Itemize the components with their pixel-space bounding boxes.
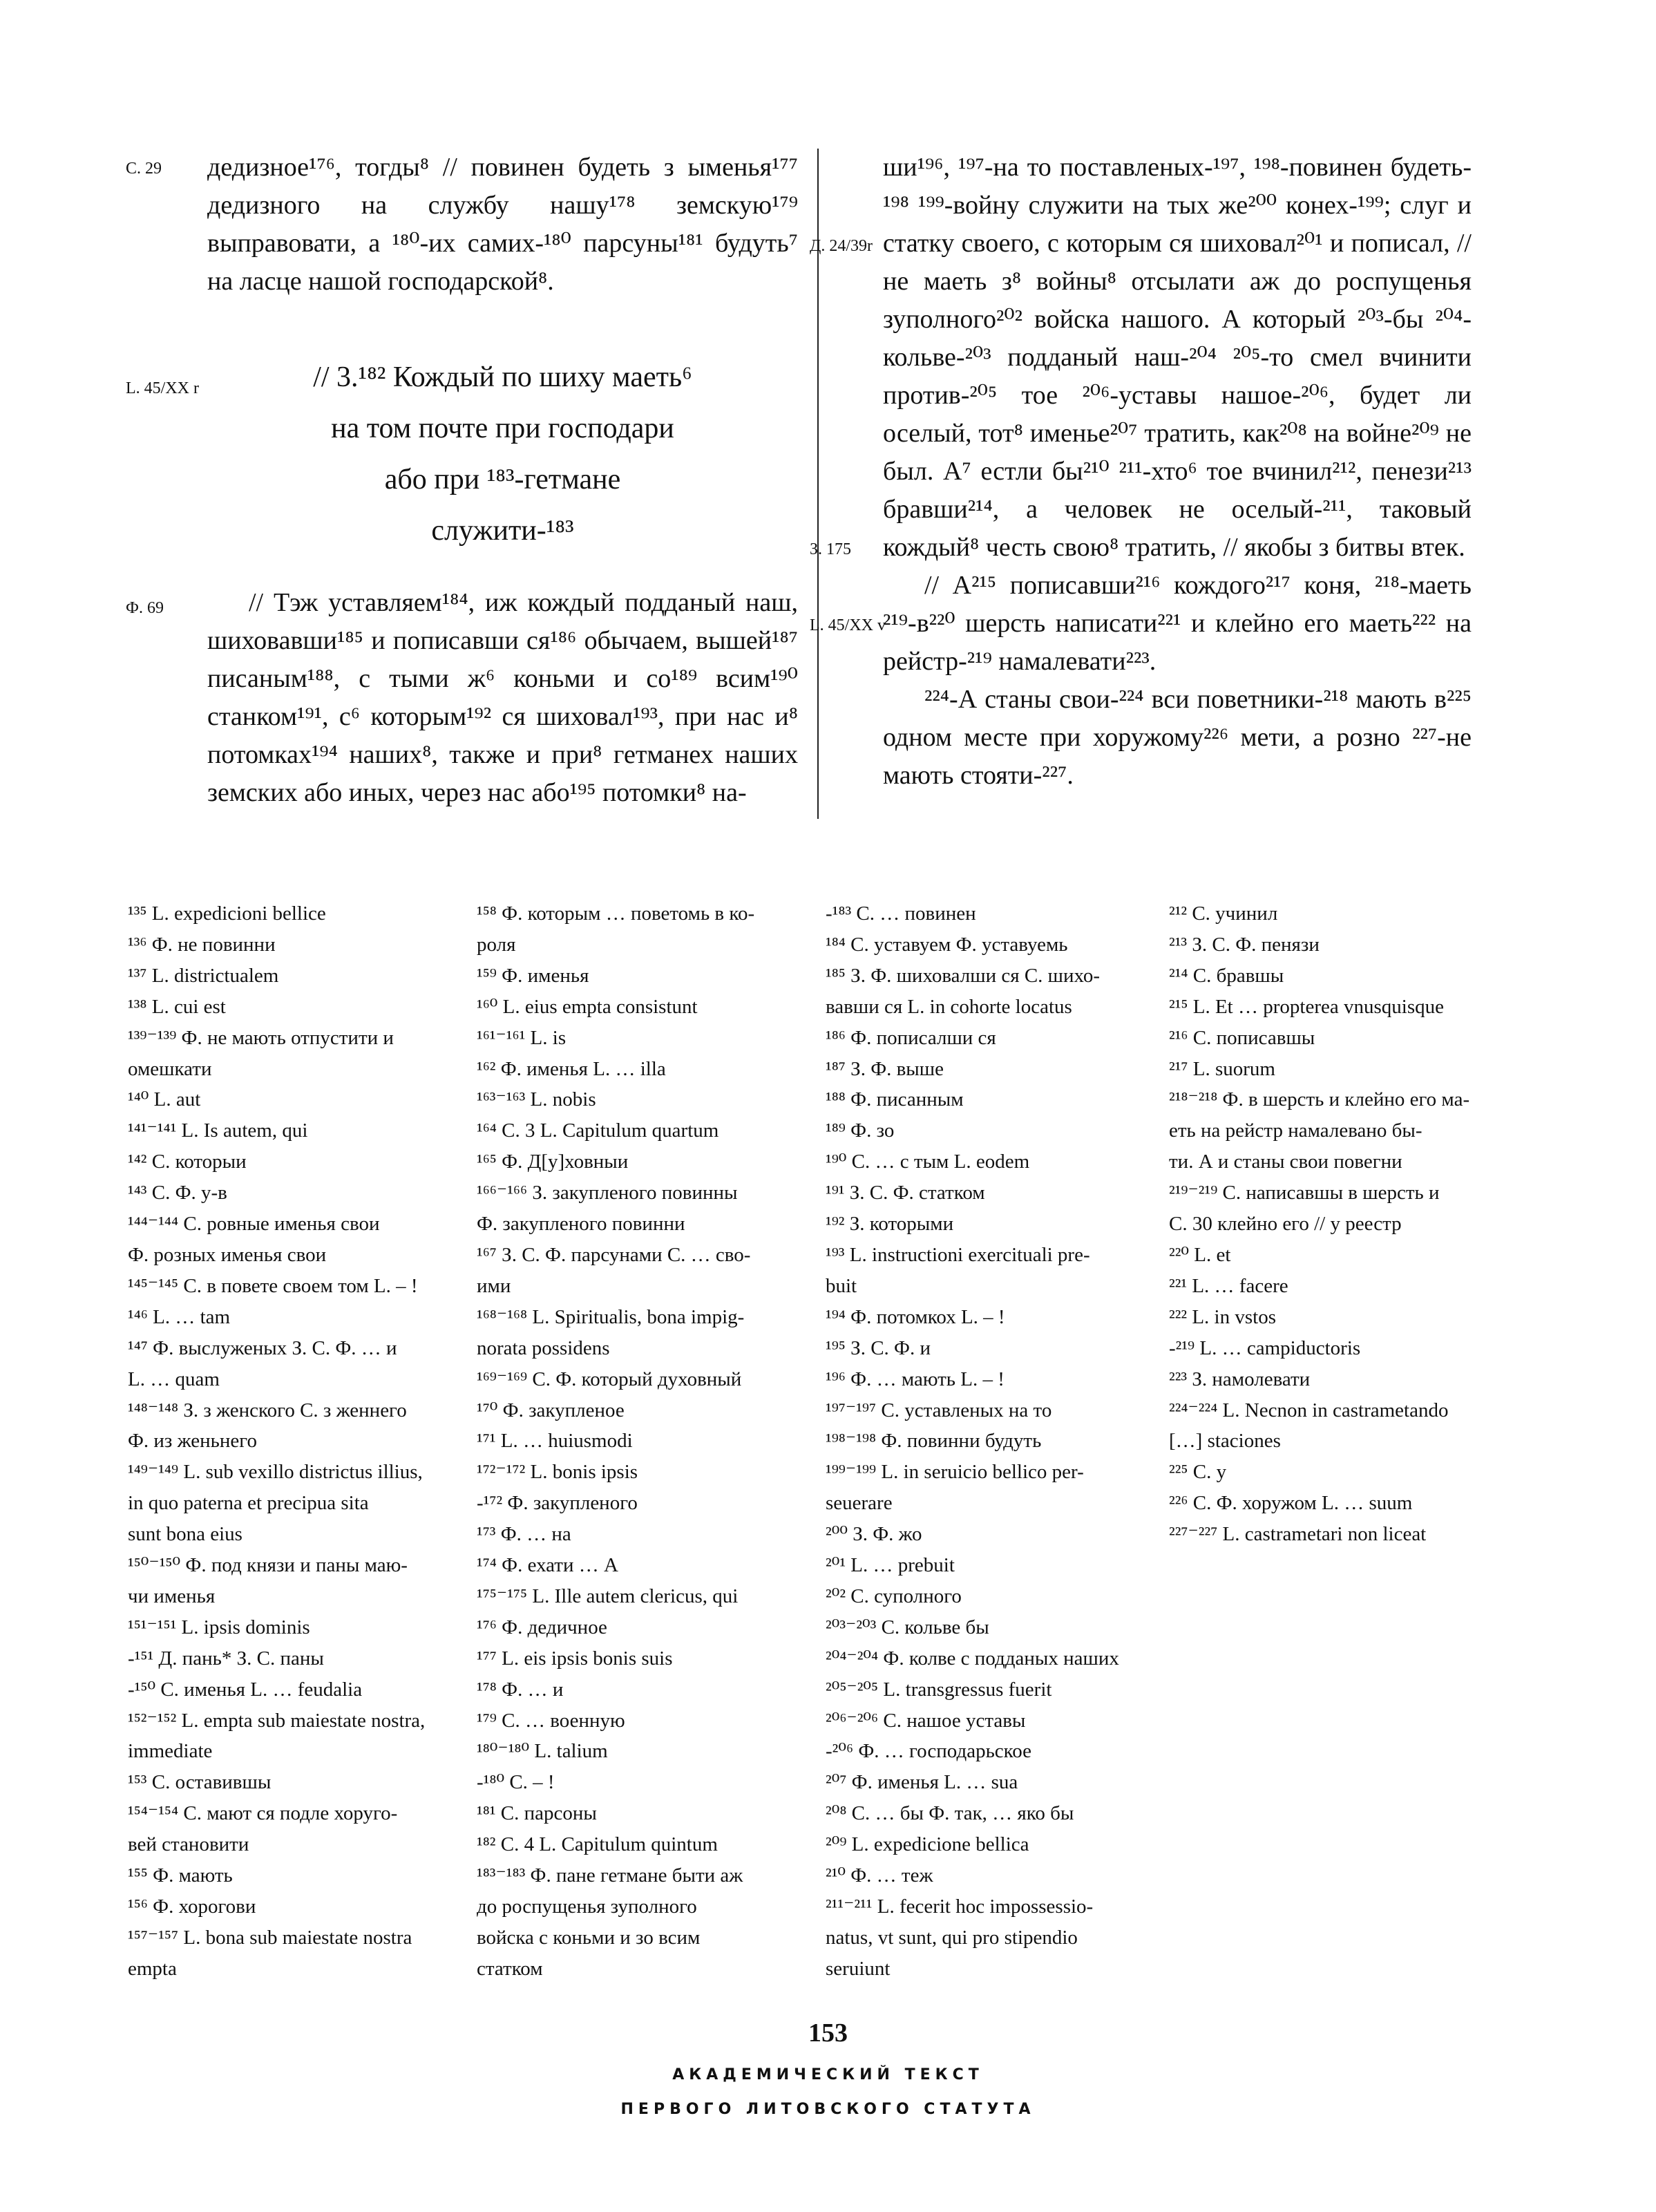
footnote-line: ¹⁶⁴ С. 3 L. Capitulum quartum xyxy=(477,1119,719,1142)
footnote-line: buit xyxy=(826,1274,857,1297)
footnote-line: ¹⁵³ С. оставившы xyxy=(128,1771,272,1794)
footnote-line: ²²⁵ С. у xyxy=(1169,1461,1227,1484)
footnote-line: ¹⁷²⁻¹⁷² L. bonis ipsis xyxy=(477,1461,638,1484)
footnote-line: ²⁰⁸ С. … бы Ф. так, … яко бы xyxy=(826,1802,1074,1825)
footnote-line: ¹⁸⁰⁻¹⁸⁰ L. talium xyxy=(477,1740,608,1763)
margin-reference: С. 29 xyxy=(126,160,162,178)
footnote-line: Ф. из женьнего xyxy=(128,1430,257,1453)
footnote-line: ¹⁴³ С. Ф. у-в xyxy=(128,1182,227,1204)
footnote-line: ¹⁵⁷⁻¹⁵⁷ L. bona sub maiestate nostra xyxy=(128,1926,412,1949)
margin-reference: L. 45/XX r xyxy=(126,379,199,397)
footnote-line: ¹⁹⁷⁻¹⁹⁷ С. уставленых на то xyxy=(826,1399,1052,1421)
footnote-line: […] staciones xyxy=(1169,1430,1281,1453)
footnote-line: ²²³ З. намолевати xyxy=(1169,1368,1311,1390)
footnote-line: ²⁰⁰ З. Ф. жо xyxy=(826,1523,922,1546)
footnote-line: ¹⁸³⁻¹⁸³ Ф. пане гетмане быти аж xyxy=(477,1864,743,1887)
footnote-line: Ф. розных именья свои xyxy=(128,1243,327,1266)
article-heading xyxy=(207,352,798,556)
paragraph: // А²¹⁵ пописавши²¹⁶ кождого²¹⁷ коня, ²¹⁸-маеть ²¹⁹-в²²⁰ шерсть написати²²¹ и клейно его маеть²²² на рейстр-²¹⁹ намалевати²²³. xyxy=(883,571,1472,676)
footnote-line: ¹⁶⁵ Ф. Д[у]ховныи xyxy=(477,1151,629,1173)
paragraph: ²²⁴-А станы свои-²²⁴ вси поветники-²¹⁸ мають в²²⁵ одном месте при хоружому²²⁶ мети, а розно ²²⁷-не мають стояти-²²⁷. xyxy=(883,685,1472,790)
footnote-line: ¹⁷⁰ Ф. закупленое xyxy=(477,1399,625,1421)
footnote-line: -¹⁵⁰ С. именья L. … feudalia xyxy=(128,1678,363,1701)
footnote-line: ¹³⁶ Ф. не повинни xyxy=(128,933,276,956)
footnote-line: ¹⁷⁹ С. … военную xyxy=(477,1709,625,1732)
footnote-line: ²⁰⁹ L. expedicione bellica xyxy=(826,1833,1029,1856)
footnote-line: роля xyxy=(477,933,516,956)
footnote-line: ²⁰³⁻²⁰³ С. кольве бы xyxy=(826,1616,989,1638)
footnote-line: ¹⁶² Ф. именья L. … illa xyxy=(477,1057,666,1080)
footnote-line: ¹⁹¹ З. С. Ф. статком xyxy=(826,1182,985,1204)
margin-reference: L. 45/XX v xyxy=(810,616,886,634)
margin-reference: Д. 24/39r xyxy=(810,237,873,255)
footnote-line: ²²⁰ L. et xyxy=(1169,1243,1231,1266)
footnote-line: immediate xyxy=(128,1740,213,1763)
footnote-line: ¹⁸⁶ Ф. пописалши ся xyxy=(826,1026,996,1049)
page-number: 153 xyxy=(808,2019,848,2048)
heading-line: на том почте при господари xyxy=(331,413,674,444)
heading-line: // 3.¹⁸² Кождый по шиху маеть⁶ xyxy=(313,361,692,393)
footnote-line: ¹⁴⁷ Ф. выслуженых З. С. Ф. … и xyxy=(128,1336,397,1359)
footnote-line: ²¹⁷ L. suorum xyxy=(1169,1057,1275,1080)
footnote-line: ²¹³ З. С. Ф. пенязи xyxy=(1169,933,1320,956)
footnote-line: ¹⁷⁸ Ф. … и xyxy=(477,1678,564,1701)
footnote-line: ¹⁶⁶⁻¹⁶⁶ З. закупленого повинны xyxy=(477,1182,738,1204)
footnote-line: ¹⁵¹⁻¹⁵¹ L. ipsis dominis xyxy=(128,1616,310,1638)
footnote-line: ¹⁵⁸ Ф. которым … поветомь в ко- xyxy=(477,902,755,925)
footnote-line: ²²¹ L. … facere xyxy=(1169,1274,1288,1297)
footnote-line: -¹⁸⁰ С. – ! xyxy=(477,1771,555,1794)
footnote-line: еть на рейстр намалевано бы- xyxy=(1169,1119,1422,1142)
footnote-line: ²⁰² С. суполного xyxy=(826,1585,962,1607)
footnote-line: ¹⁷⁶ Ф. дедичное xyxy=(477,1616,607,1638)
footnote-line: Ф. закупленого повинни xyxy=(477,1213,685,1236)
margin-reference: З. 175 xyxy=(810,540,852,558)
footnote-line: ²¹⁸⁻²¹⁸ Ф. в шерсть и клейно его ма- xyxy=(1169,1088,1470,1111)
footnote-line: ¹⁷⁵⁻¹⁷⁵ L. Ille autem clericus, qui xyxy=(477,1585,739,1607)
running-footer-line: АКАДЕМИЧЕСКИЙ ТЕКСТ xyxy=(672,2066,984,2083)
heading-line: служити-¹⁸³ xyxy=(431,515,574,547)
footnote-line: ¹⁴⁸⁻¹⁴⁸ З. з женского С. з женнего xyxy=(128,1399,407,1421)
footnote-line: ²¹¹⁻²¹¹ L. fecerit hoc impossessio- xyxy=(826,1896,1094,1918)
footnote-line: ¹⁴⁶ L. … tam xyxy=(128,1305,231,1328)
footnote-line: ¹⁹⁵ З. С. Ф. и xyxy=(826,1336,931,1359)
footnote-line: ¹⁵⁰⁻¹⁵⁰ Ф. под князи и паны маю- xyxy=(128,1554,408,1577)
footnote-line: natus, vt sunt, qui pro stipendio xyxy=(826,1926,1078,1949)
footnote-line: ¹³⁹⁻¹³⁹ Ф. не мають отпустити и xyxy=(128,1026,394,1049)
footnote-line: ¹⁶⁸⁻¹⁶⁸ L. Spiritualis, bona impig- xyxy=(477,1305,745,1328)
paragraph: ши¹⁹⁶, ¹⁹⁷-на то поставленых-¹⁹⁷, ¹⁹⁸-повинен будеть-¹⁹⁸ ¹⁹⁹-войну служити на тых же²⁰⁰ конех-¹⁹⁹; слуг и статку своего, с которым ся шиховал²⁰¹ и пописал, // не маеть з⁸ войны⁸ отсылати аж до роспущенья зуполного²⁰² войска нашого. А который ²⁰³-бы ²⁰⁴-кольве-²⁰³ подданый наш-²⁰⁴ ²⁰⁵-то смел вчинити против-²⁰⁵ тое ²⁰⁶-уставы нашое-²⁰⁶, будет ли оселый, тот⁸ именье²⁰⁷ тратить, как²⁰⁸ на войне²⁰⁹ не был. А⁷ естли бы²¹⁰ ²¹¹-хто⁶ тое вчинил²¹², пенези²¹³ бравши²¹⁴, а человек не оселый-²¹¹, таковый кождый⁸ честь свою⁸ тратить, // якобы з битвы втек. xyxy=(883,153,1472,562)
running-footer-line: ПЕРВОГО ЛИТОВСКОГО СТАТУТА xyxy=(620,2101,1036,2118)
footnote-line: ¹⁹⁹⁻¹⁹⁹ L. in seruicio bellico per- xyxy=(826,1461,1084,1484)
footnote-line: seruiunt xyxy=(826,1957,891,1980)
footnote-line: ²¹² С. учинил xyxy=(1169,902,1278,925)
footnote-line: чи именья xyxy=(128,1585,216,1607)
footnote-line: ¹⁸⁸ Ф. писанным xyxy=(826,1088,964,1111)
footnotes-column-1 xyxy=(128,898,446,1985)
heading-line: або при ¹⁸³-гетмане xyxy=(384,464,621,495)
footnote-line: ¹⁵⁹ Ф. именья xyxy=(477,964,589,987)
footnote-line: -²⁰⁶ Ф. … господарьское xyxy=(826,1740,1032,1763)
footnote-line: ²⁰¹ L. … prebuit xyxy=(826,1554,955,1577)
footnote-line: ²²⁷⁻²²⁷ L. castrametari non liceat xyxy=(1169,1523,1427,1546)
footnote-line: ¹⁷¹ L. … huiusmodi xyxy=(477,1430,633,1453)
footnote-line: ¹⁶⁹⁻¹⁶⁹ С. Ф. который духовный xyxy=(477,1368,742,1390)
footnote-line: ¹⁹⁸⁻¹⁹⁸ Ф. повинни будуть xyxy=(826,1430,1042,1453)
footnote-line: ²⁰⁷ Ф. именья L. … sua xyxy=(826,1771,1018,1794)
footnote-line: ¹⁶³⁻¹⁶³ L. nobis xyxy=(477,1088,596,1111)
footnote-line: in quo paterna et precipua sita xyxy=(128,1492,369,1515)
footnote-line: -²¹⁹ L. … campiductoris xyxy=(1169,1336,1361,1359)
footnote-line: ²²⁴⁻²²⁴ L. Necnon in castrametando xyxy=(1169,1399,1449,1421)
footnote-line: ¹³⁸ L. cui est xyxy=(128,995,226,1018)
footnote-line: ¹³⁷ L. districtualem xyxy=(128,964,279,987)
footnote-line: вей становити xyxy=(128,1833,249,1856)
footnote-line: вавши ся L. in cohorte locatus xyxy=(826,995,1072,1018)
footnote-line: С. 30 клейно его // у реестр xyxy=(1169,1213,1402,1236)
footnote-line: ²¹⁶ С. пописавшы xyxy=(1169,1026,1315,1049)
footnote-line: ¹⁸² С. 4 L. Capitulum quintum xyxy=(477,1833,718,1856)
footnote-line: ¹⁹² З. которыми xyxy=(826,1213,954,1236)
footnote-line: ¹⁴¹⁻¹⁴¹ L. Is autem, qui xyxy=(128,1119,308,1142)
footnote-line: ¹⁶⁷ З. С. Ф. парсунами С. … сво- xyxy=(477,1243,751,1266)
footnote-line: ¹⁹⁴ Ф. потомкох L. – ! xyxy=(826,1305,1005,1328)
footnote-line: -¹⁵¹ Д. пань* З. С. паны xyxy=(128,1647,324,1670)
margin-reference: Ф. 69 xyxy=(126,599,164,617)
paragraph: дедизное¹⁷⁶, тогды⁸ // повинен будеть з ыменья¹⁷⁷ дедизного на службу нашу¹⁷⁸ земскую¹⁷⁹ выправовати, а ¹⁸⁰-их самих-¹⁸⁰ парсуны¹⁸¹ будуть⁷ на ласце нашой господарской⁸. xyxy=(207,153,798,296)
footnote-line: ¹⁴⁹⁻¹⁴⁹ L. sub vexillo districtus illius, xyxy=(128,1461,423,1484)
footnote-line: seuerare xyxy=(826,1492,893,1515)
footnote-line: ¹³⁵ L. expedicioni bellice xyxy=(128,902,326,925)
footnote-line: ²⁰⁵⁻²⁰⁵ L. transgressus fuerit xyxy=(826,1678,1052,1701)
footnote-line: ²¹⁵ L. Et … propterea vnusquisque xyxy=(1169,995,1444,1018)
footnote-line: ²²⁶ С. Ф. хоружом L. … suum xyxy=(1169,1492,1413,1515)
main-text-left-column xyxy=(207,149,798,812)
footnote-line: ¹⁸⁹ Ф. зо xyxy=(826,1119,895,1142)
footnote-line: ²⁰⁴⁻²⁰⁴ Ф. колве с подданых наших xyxy=(826,1647,1119,1670)
footnotes-column-2 xyxy=(477,898,801,1985)
footnote-line: ¹⁷³ Ф. … на xyxy=(477,1523,571,1546)
footnote-line: ¹⁶⁰ L. eius empta consistunt xyxy=(477,995,698,1018)
footnote-line: ¹⁵⁵ Ф. мають xyxy=(128,1864,233,1887)
footnote-line: ¹⁷⁴ Ф. ехати … А xyxy=(477,1554,618,1577)
footnote-line: ¹⁴⁰ L. aut xyxy=(128,1088,201,1111)
footnote-line: ¹⁸¹ С. парсоны xyxy=(477,1802,597,1825)
footnote-line: norata possidens xyxy=(477,1336,610,1359)
footnote-line: ти. А и станы свои повегни xyxy=(1169,1151,1402,1173)
footnote-line: ¹⁷⁷ L. eis ipsis bonis suis xyxy=(477,1647,673,1670)
footnote-line: ²²² L. in vstos xyxy=(1169,1305,1276,1328)
footnote-line: ими xyxy=(477,1274,511,1297)
main-text-right-column xyxy=(883,149,1472,795)
footnote-line: ¹⁸⁴ С. уставуем Ф. уставуемь xyxy=(826,933,1068,956)
footnote-line: до роспущенья зуполного xyxy=(477,1896,697,1918)
footnote-line: ¹⁵⁶ Ф. хорогови xyxy=(128,1896,256,1918)
footnote-line: ¹⁴² С. которыи xyxy=(128,1151,247,1173)
footnote-line: empta xyxy=(128,1957,177,1980)
paragraph: // Тэж уставляем¹⁸⁴, иж кождый подданый наш, шиховавши¹⁸⁵ и пописавши ся¹⁸⁶ обычаем, вышей¹⁸⁷ писаным¹⁸⁸, с тыми ж⁶ коньми и со¹⁸⁹ всим¹⁹⁰ станком¹⁹¹, с⁶ которым¹⁹² ся шиховал¹⁹³, при нас и⁸ потомках¹⁹⁴ наших⁸, также и при⁸ гетманех наших земских або иных, через нас або¹⁹⁵ потомки⁸ на- xyxy=(207,588,798,807)
footnote-line: ¹⁹³ L. instructioni exercituali pre- xyxy=(826,1243,1090,1266)
footnote-line: -¹⁷² Ф. закупленого xyxy=(477,1492,638,1515)
footnote-line: войска с коньми и зо всим xyxy=(477,1926,701,1949)
footnote-line: ²¹⁴ С. бравшы xyxy=(1169,964,1284,987)
footnote-line: ¹⁶¹⁻¹⁶¹ L. is xyxy=(477,1026,567,1049)
footnote-line: ¹⁵⁴⁻¹⁵⁴ С. мают ся подле хоруго- xyxy=(128,1802,398,1825)
footnote-line: ¹⁸⁵ З. Ф. шиховалши ся С. шихо- xyxy=(826,964,1101,987)
footnotes-column-3 xyxy=(826,898,1143,1985)
footnote-line: sunt bona eius xyxy=(128,1523,242,1546)
footnote-line: L. … quam xyxy=(128,1368,220,1390)
footnote-line: омешкати xyxy=(128,1057,212,1080)
footnote-line: ²⁰⁶⁻²⁰⁶ С. нашое уставы xyxy=(826,1709,1026,1732)
footnotes-column-4 xyxy=(1169,898,1494,1550)
footnote-line: статком xyxy=(477,1957,543,1980)
footnote-line: ¹⁸⁷ З. Ф. выше xyxy=(826,1057,944,1080)
footnote-line: -¹⁸³ С. … повинен xyxy=(826,902,976,925)
footnote-line: ¹⁹⁶ Ф. … мають L. – ! xyxy=(826,1368,1005,1390)
footnote-line: ¹⁴⁵⁻¹⁴⁵ С. в повете своем том L. – ! xyxy=(128,1274,418,1297)
footnote-line: ¹⁴⁴⁻¹⁴⁴ С. ровные именья свои xyxy=(128,1213,380,1236)
footnote-line: ²¹⁹⁻²¹⁹ С. написавшы в шерсть и xyxy=(1169,1182,1440,1204)
footnote-line: ¹⁵²⁻¹⁵² L. empta sub maiestate nostra, xyxy=(128,1709,426,1732)
footnote-line: ¹⁹⁰ С. … с тым L. eodem xyxy=(826,1151,1030,1173)
footnote-line: ²¹⁰ Ф. … теж xyxy=(826,1864,933,1887)
